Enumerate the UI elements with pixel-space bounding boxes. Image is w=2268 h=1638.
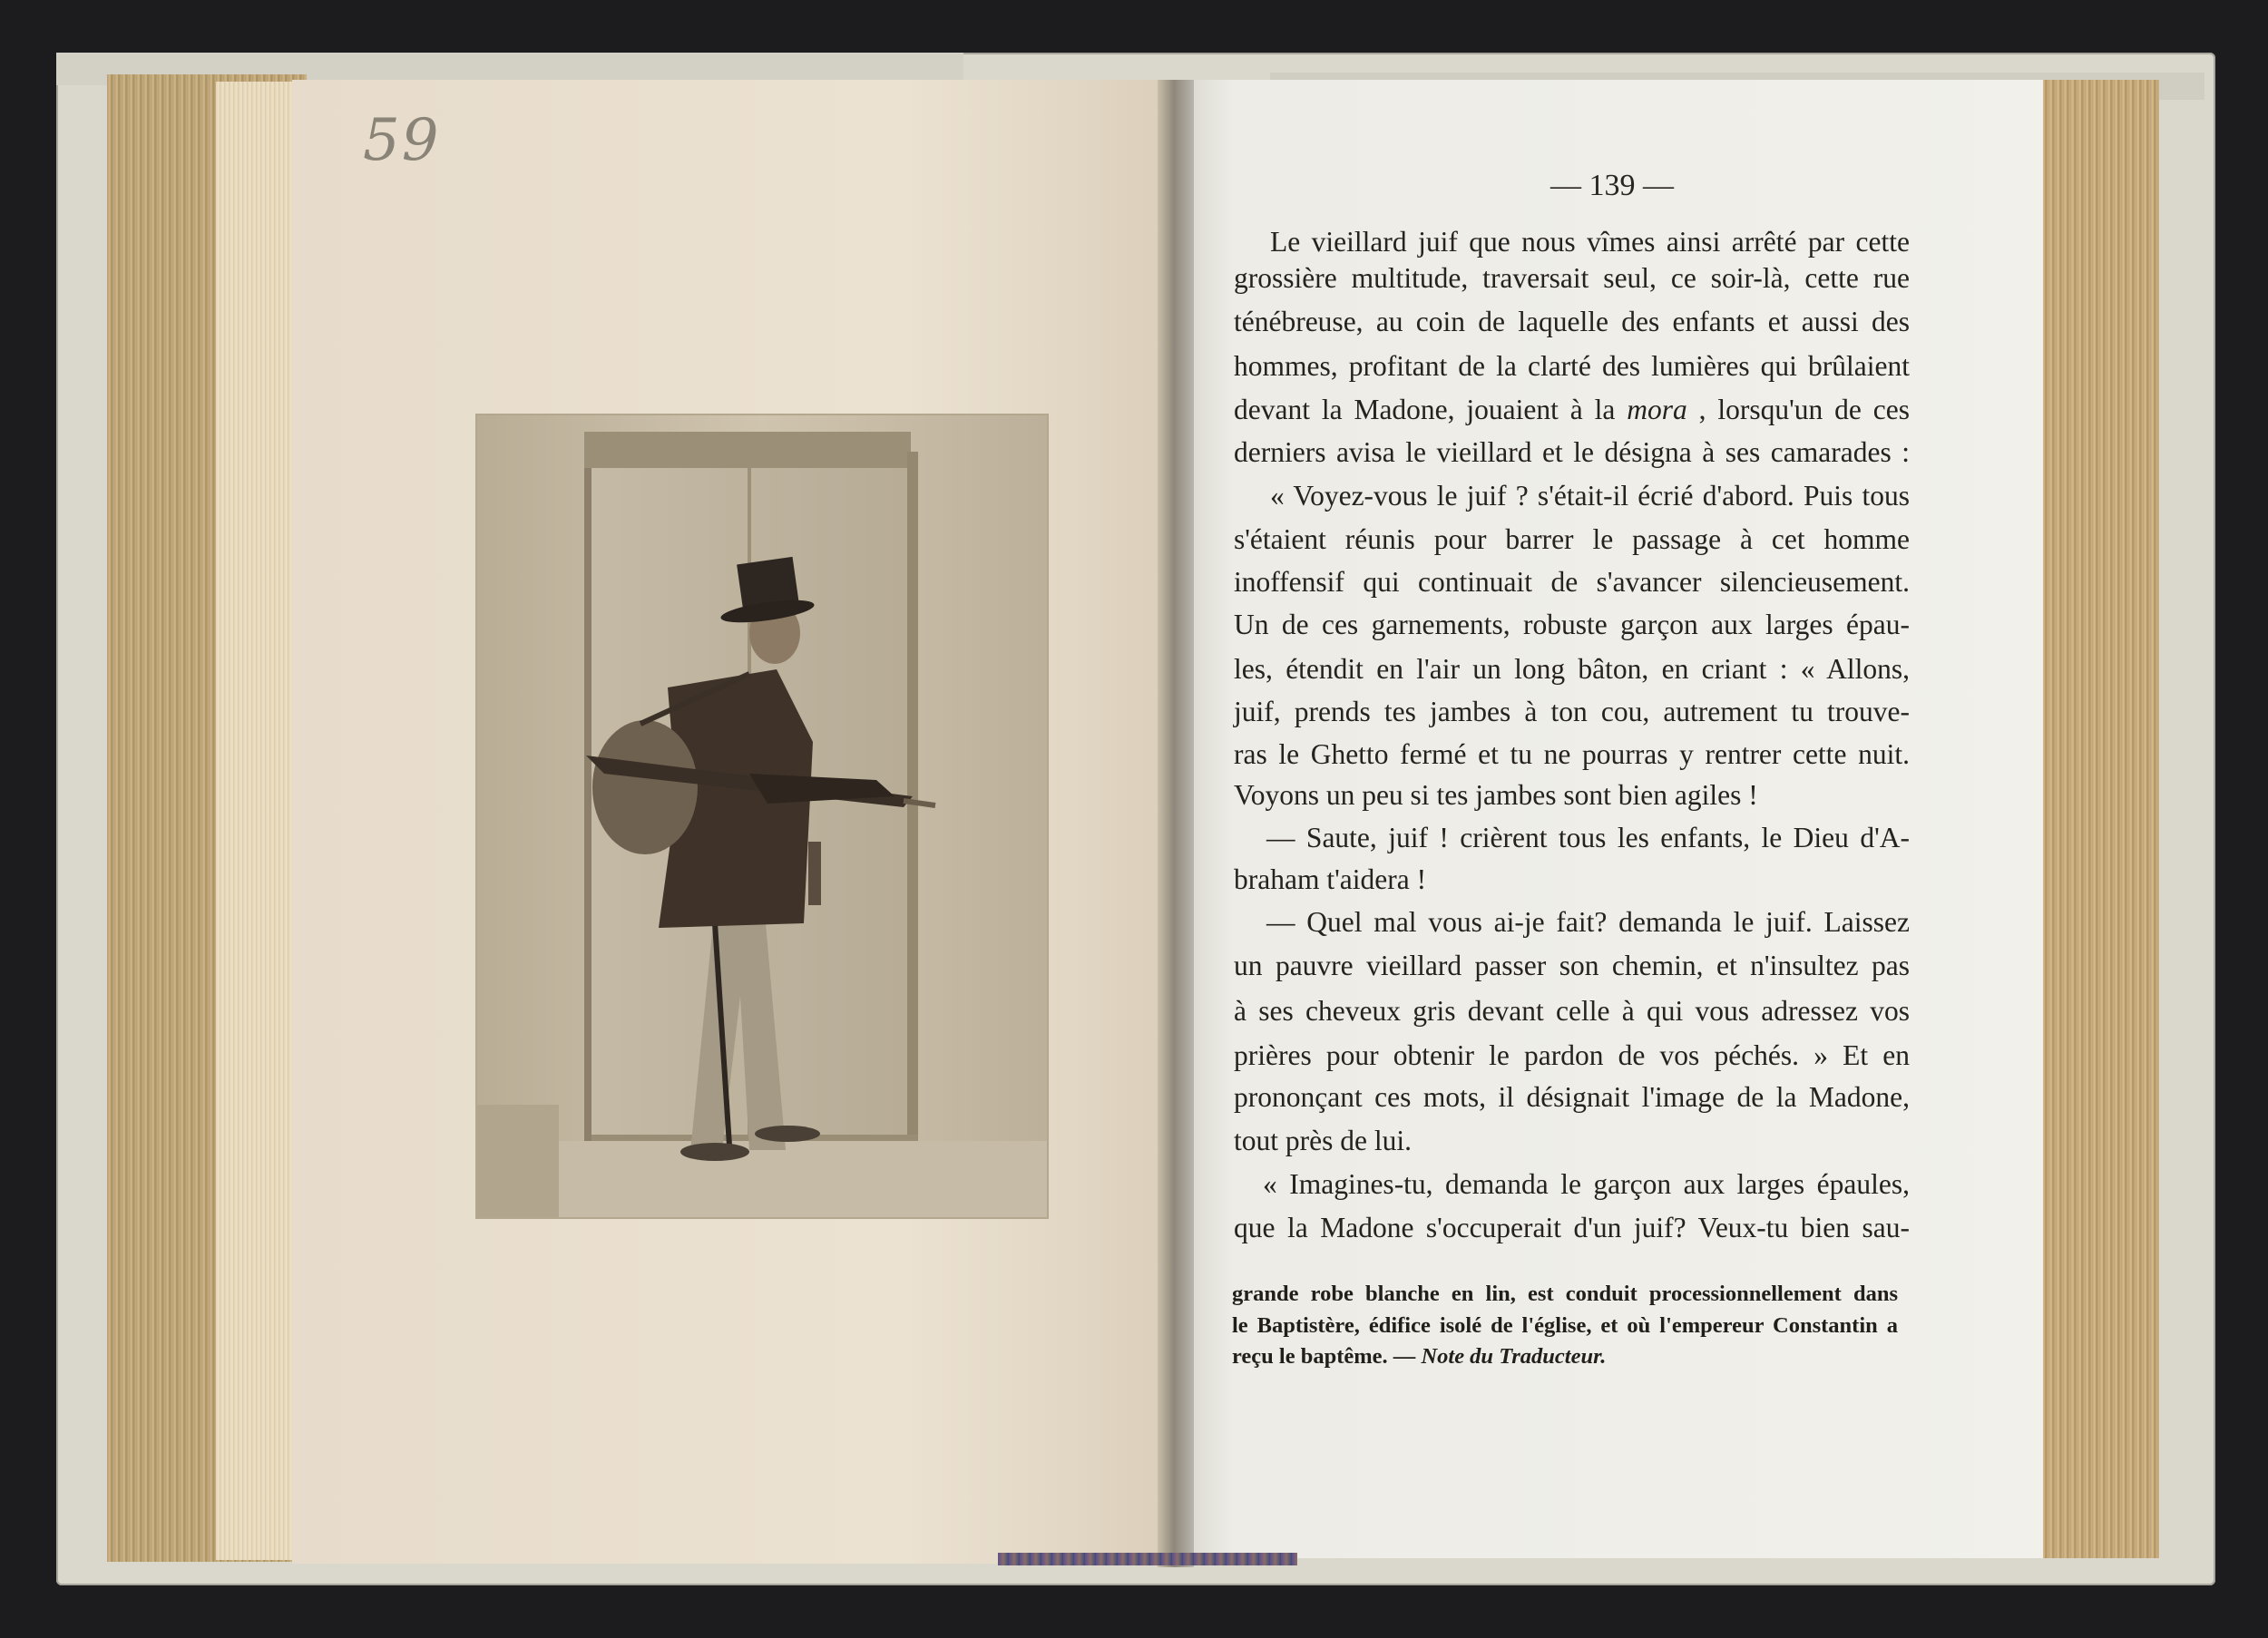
text-line: à ses cheveux gris devant celle à qui vous adressez vos <box>1234 995 1910 1027</box>
italic-word-mora: mora <box>1627 394 1687 425</box>
text-line: juif, prends tes jambes à ton cou, autrement tu trouve- <box>1234 696 1910 727</box>
text-line: grossière multitude, traversait seul, ce soir-là, cette rue <box>1234 262 1910 294</box>
text-line: « Voyez-vous le juif ? s'était-il écrié d'abord. Puis tous <box>1270 480 1910 512</box>
handwritten-number: 59 <box>363 107 441 174</box>
text-line: s'étaient réunis pour barrer le passage à cet homme <box>1234 523 1910 555</box>
text-line: que la Madone s'occuperait d'un juif? Veux-tu bien sau- <box>1234 1212 1910 1243</box>
footnote-fragment: reçu le baptême. — <box>1232 1344 1416 1369</box>
book-gutter <box>1158 80 1194 1567</box>
page-number: — 139 — <box>1550 169 1674 202</box>
text-line: les, étendit en l'air un long bâton, en criant : « Allons, <box>1234 653 1910 685</box>
text-line: un pauvre vieillard passer son chemin, et n'insultez pas <box>1234 950 1910 981</box>
text-line: Le vieillard juif que nous vîmes ainsi arrêté par cette <box>1270 226 1910 258</box>
photograph-illustration <box>477 415 1047 1217</box>
text-fragment: , lorsqu'un de ces <box>1698 394 1910 425</box>
text-line: prononçant ces mots, il désignait l'image de la Madone, <box>1234 1081 1910 1113</box>
footnote-line-with-italic <box>1232 1341 1898 1372</box>
text-line: hommes, profitant de la clarté des lumières qui brûlaient <box>1234 350 1910 382</box>
text-line: inoffensif qui continuait de s'avancer silencieusement. <box>1234 566 1910 598</box>
text-line: tout près de lui. <box>1234 1125 1412 1156</box>
text-fragment: devant la Madone, jouaient à la <box>1234 394 1616 425</box>
footnote-line: le Baptistère, édifice isolé de l'église, et où l'empereur Constantin a <box>1232 1313 1898 1338</box>
translator-note: Note du Traducteur. <box>1421 1344 1607 1369</box>
text-line: ténébreuse, au coin de laquelle des enfants et aussi des <box>1234 306 1910 337</box>
footnote-line: grande robe blanche en lin, est conduit processionnellement dans <box>1232 1282 1898 1306</box>
text-line-with-italic <box>1234 392 1910 428</box>
text-line: ras le Ghetto fermé et tu ne pourras y rentrer cette nuit. <box>1234 738 1910 770</box>
text-line: — Saute, juif ! crièrent tous les enfants, le Dieu d'A- <box>1266 822 1910 853</box>
page-edges-right <box>2041 80 2159 1558</box>
photograph-man-with-umbrella <box>477 415 1047 1217</box>
bookmark-ribbon <box>998 1553 1297 1565</box>
text-line: « Imagines-tu, demanda le garçon aux larges épaules, <box>1263 1168 1910 1200</box>
text-line: prières pour obtenir le pardon de vos péchés. » Et en <box>1234 1039 1910 1071</box>
text-line: braham t'aidera ! <box>1234 863 1427 895</box>
text-line: derniers avisa le vieillard et le désigna à ses camarades : <box>1234 436 1910 468</box>
text-line: Un de ces garnements, robuste garçon aux larges épau- <box>1234 609 1910 640</box>
text-line: Voyons un peu si tes jambes sont bien agiles ! <box>1234 779 1758 811</box>
text-line: — Quel mal vous ai-je fait? demanda le juif. Laissez <box>1266 906 1910 938</box>
